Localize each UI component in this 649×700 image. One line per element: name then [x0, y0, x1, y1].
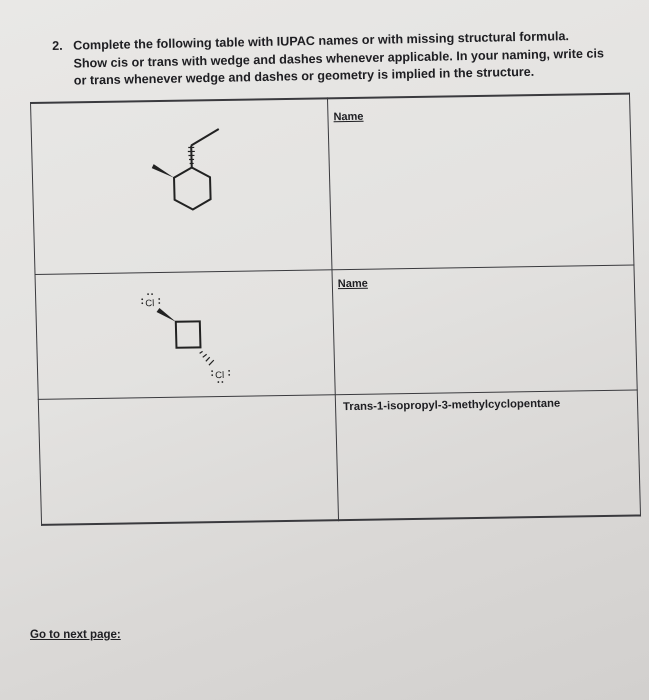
- table-border-top: [30, 93, 630, 104]
- question-line-2: Show cis or trans with wedge and dashes whenever applicable. In your naming, write cis: [73, 45, 605, 71]
- wedge-bond-cl-top: [156, 308, 175, 322]
- table-border-right: [629, 93, 641, 517]
- table-border-left: [30, 102, 42, 526]
- question-text: [52, 27, 613, 90]
- question-line-1: 2. Complete the following table with IUPAC names or with missing structural formula.: [52, 27, 612, 55]
- table-border-bottom: [41, 514, 641, 525]
- wedge-bond: [152, 164, 174, 178]
- question-number: 2.: [52, 38, 63, 53]
- row-3-compound-name: Trans-1-isopropyl-3-methylcyclopentane: [342, 397, 561, 414]
- structure-2-dichlorocyclobutane: [135, 280, 258, 392]
- next-page-link[interactable]: Go to next page:: [30, 629, 121, 641]
- structure-1-dimethylcyclohexane: [140, 113, 253, 225]
- hashed-bond-cl-bottom: [200, 351, 214, 365]
- atom-cl-bottom: Cl: [215, 369, 225, 382]
- atom-cl-top: Cl: [145, 298, 155, 310]
- answer-table: [30, 93, 641, 526]
- name-label-row-2: Name: [337, 277, 368, 291]
- table-column-divider: [327, 97, 339, 521]
- name-label-row-1: Name: [333, 110, 364, 124]
- question-line-3: or trans whenever wedge and dashes or geometry is implied in the structure.: [73, 64, 535, 88]
- table-row-divider-1: [35, 265, 635, 275]
